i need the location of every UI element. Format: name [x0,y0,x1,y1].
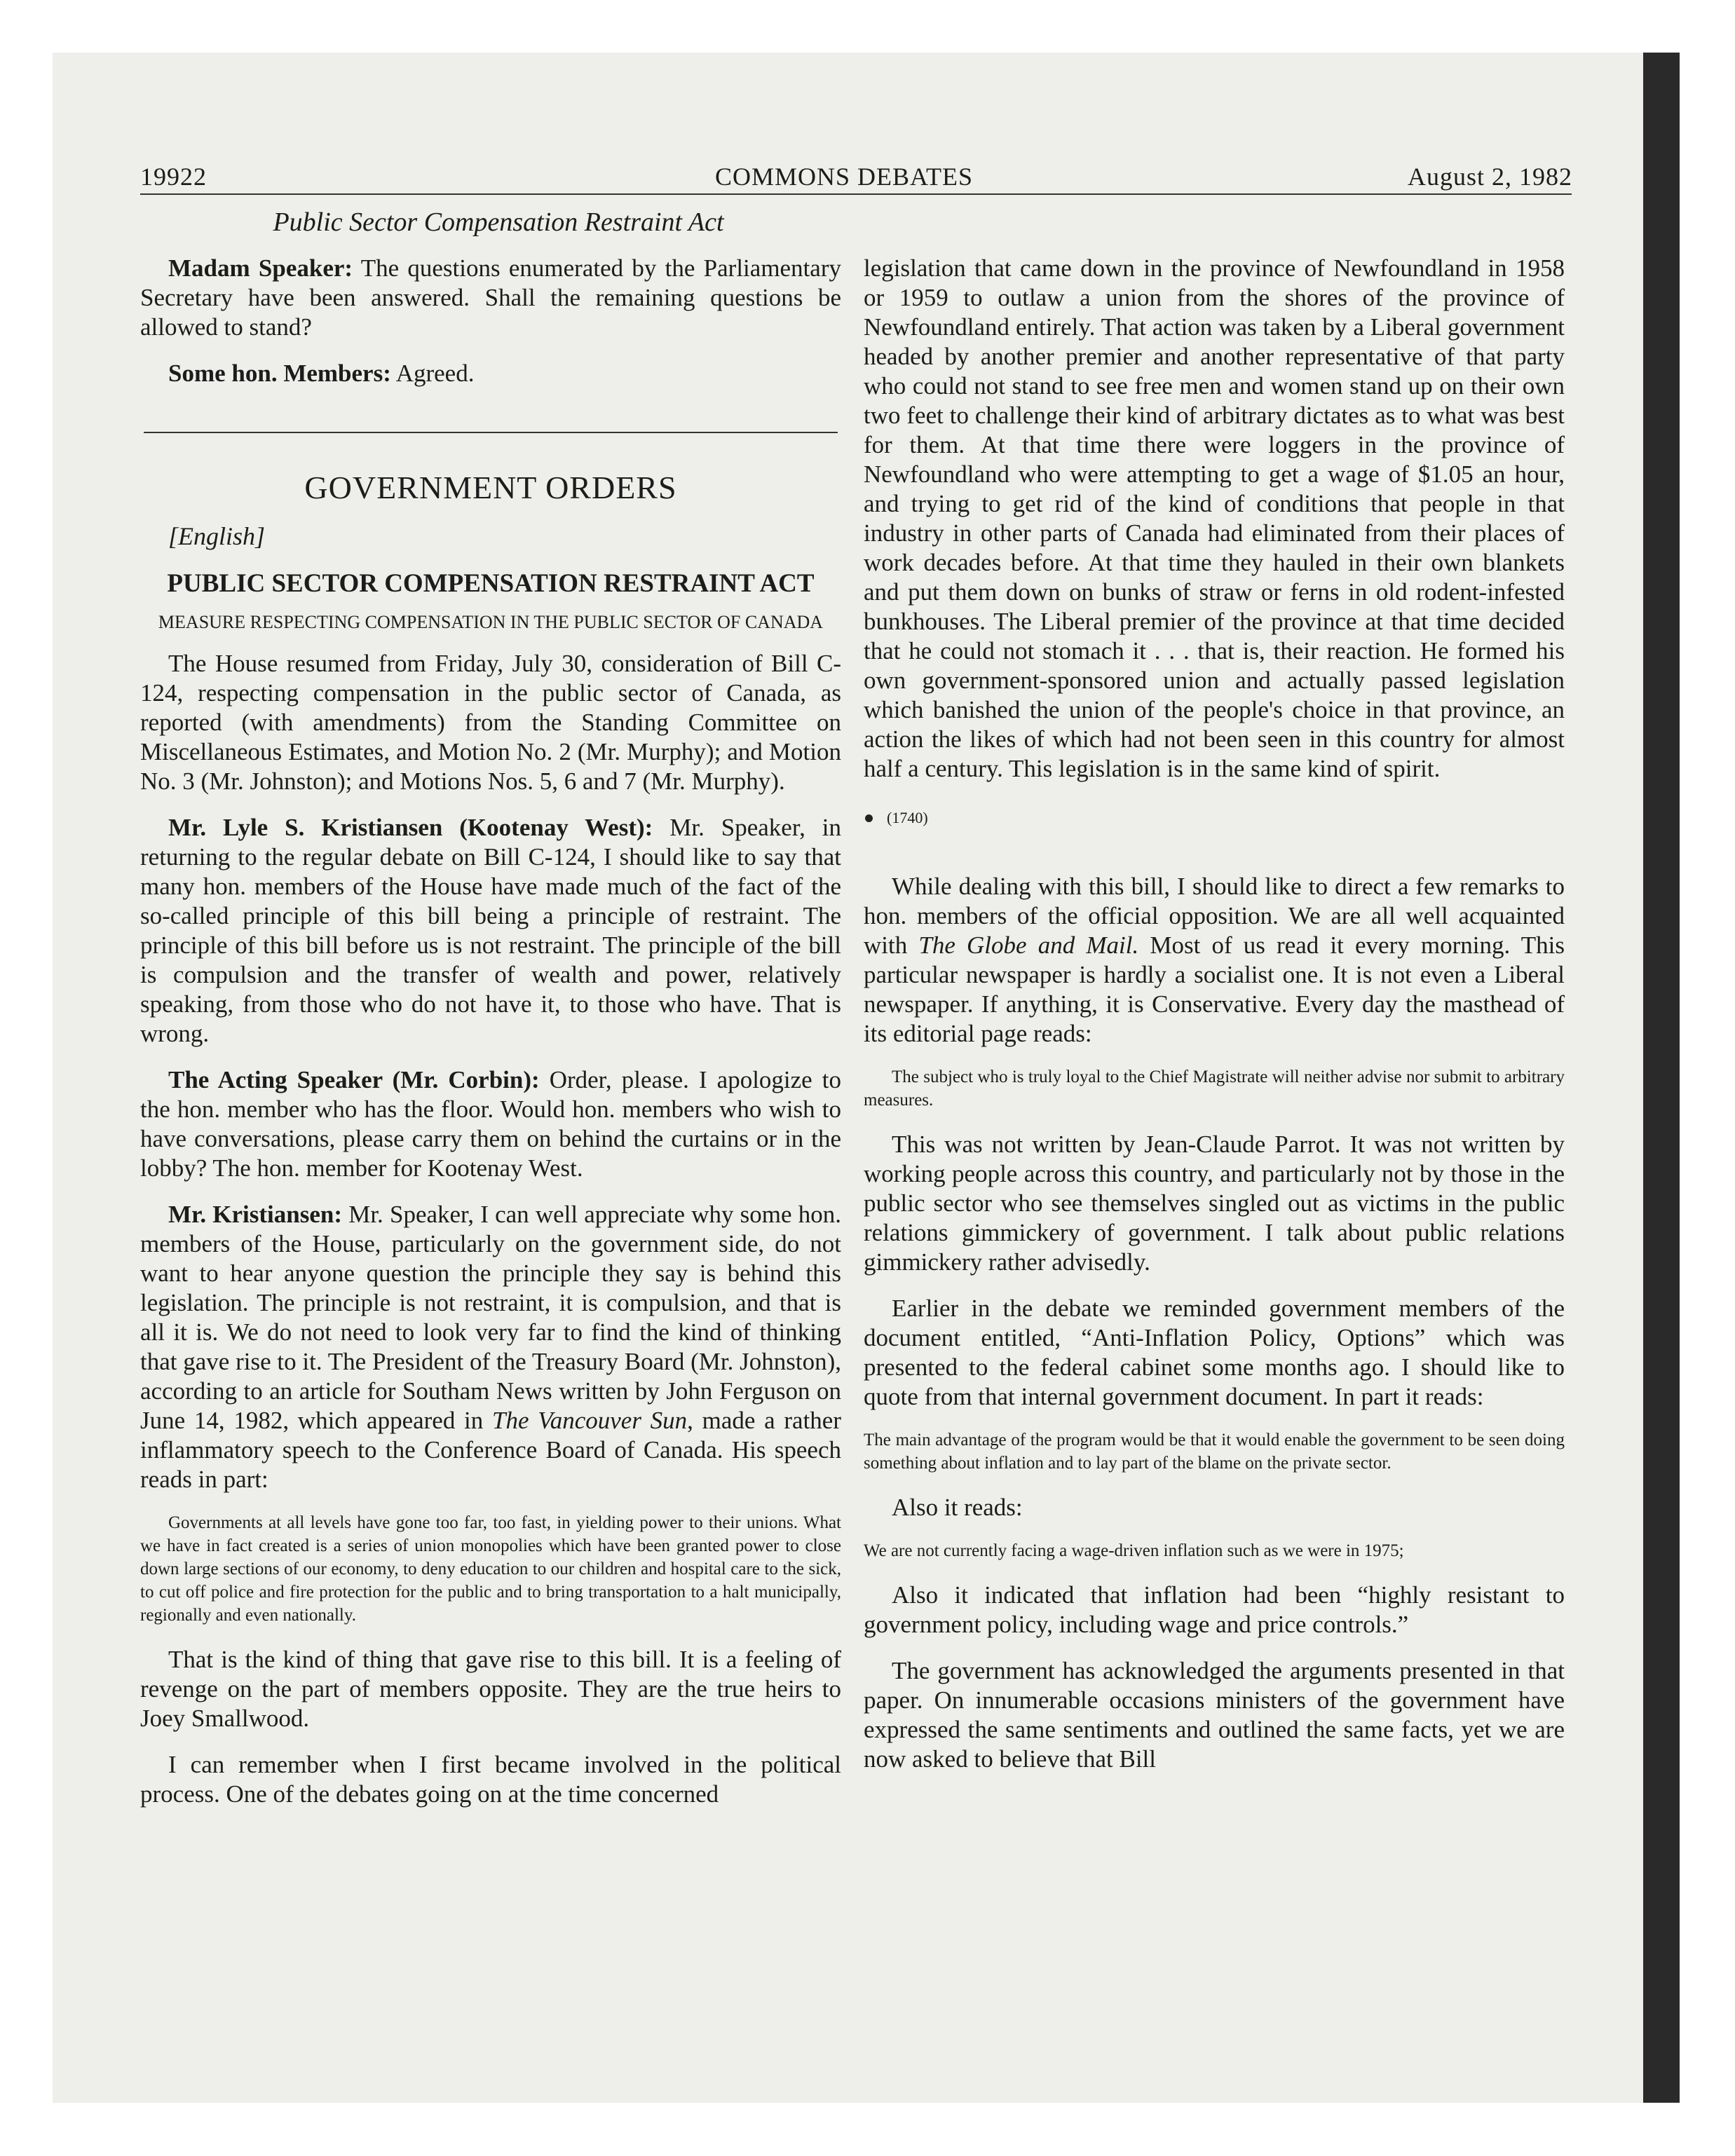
paragraph: The government has acknowledged the arguments presented in that paper. On innumerable occasions ministers of the government have expressed the same sentiments and outlined the same facts, yet we are now asked to believe that Bill [864,1657,1565,1773]
page-number: 19922 [140,163,207,191]
speech-text: Order, please. I apologize to the hon. member who has the floor. Would hon. members who wish to have conversations, please carry them on behind the curtains or in the lobby? The hon. member for Kootenay West. [140,1066,841,1182]
header-rule [140,193,1572,195]
timestamp [864,807,1565,828]
paragraph: This was not written by Jean-Claude Parrot. It was not written by working people across this country, and particularly not by those in the public sector who see themselves singled out as victims in the public relations gimmickery of government. I talk about public relations gimmickery rather advisedly. [864,1131,1565,1276]
paragraph: Earlier in the debate we reminded government members of the document entitled, “Anti-Inflation Policy, Options” which was presented to the federal cabinet some months ago. I should like to quote from that internal government document. In part it reads: [864,1295,1565,1410]
speaker-name: The Acting Speaker (Mr. Corbin): [168,1066,540,1093]
running-title: Public Sector Compensation Restraint Act [273,207,724,237]
paragraph [864,872,1565,1049]
publication-title: COMMONS DEBATES [715,163,974,191]
paragraph [140,1200,841,1494]
left-column [140,254,841,1826]
speech-text: Most of us read it every morning. This particular newspaper is hardly a socialist one. It is not even a Liberal newspaper. If anything, it is Conservative. Every day the masthead of its editorial page reads: [864,932,1565,1047]
binding-edge [1643,53,1680,2103]
paragraph: That is the kind of thing that gave rise to this bill. It is a feeling of revenge on the part of members opposite. They are the true heirs to Joey Smallwood. [140,1646,841,1732]
speaker-name: Some hon. Members: [168,360,391,387]
timestamp-text: (1740) [887,809,928,826]
speech-text: Agreed. [390,360,475,387]
paragraph: I can remember when I first became involved in the political process. One of the debates going on at the time concerned [140,1751,841,1808]
section-divider [144,432,838,433]
bullet-icon [865,814,873,822]
block-quote: The subject who is truly loyal to the Chief Magistrate will neither advise nor submit to arbitrary measures. [864,1067,1565,1110]
speaker-name: Mr. Kristiansen: [168,1201,343,1228]
block-quote: We are not currently facing a wage-driven inflation such as we were in 1975; [864,1541,1404,1560]
paragraph [140,813,841,1049]
right-column [864,254,1565,1791]
speech-text: , made a rather inflammatory speech to the Conference Board of Canada. His speech reads in part: [140,1407,841,1493]
speech-text: Mr. Speaker, I can well appreciate why some hon. members of the House, particularly on the government side, do not want to hear anyone question the principle they say is behind this legislation. The principle is not restraint, it is compulsion, and that is all it is. We do not need to look very far to find the kind of thinking that gave rise to it. The President of the Treasury Board (Mr. Johnston), according to an article for Southam News written by John Ferguson on June 14, 1982, which appeared in [140,1201,841,1434]
speech-text: The questions enumerated by the Parliamentary Secretary have been answered. Shall the remaining questions be allowed to stand? [140,254,841,341]
paragraph [140,1065,841,1183]
bill-title: PUBLIC SECTOR COMPENSATION RESTRAINT ACT [167,569,815,598]
speech-text: Mr. Speaker, in returning to the regular debate on Bill C-124, I should like to say that many hon. members of the House have made much of the fact of the so-called principle of this bill being a principle of restraint. The principle of this bill before us is not restraint. The principle of the bill is compulsion and the transfer of wealth and power, relatively speaking, from those who do not have it, to those who have. That is wrong. [140,814,841,1047]
speaker-name: Madam Speaker: [168,254,353,282]
speaker-name: Mr. Lyle S. Kristiansen (Kootenay West): [168,814,653,841]
publication-name: The Globe and Mail. [918,932,1139,959]
paragraph [140,359,841,388]
paragraph: Also it reads: [892,1494,1023,1521]
block-quote: Governments at all levels have gone too far, too fast, in yielding power to their unions. What we have in fact created is a series of union monopolies which have been granted power to close down large sections of our economy, to deny education to our children and hospital care to the sick, to cut off police and fire protection for the public and to bring transportation to a halt municipally, regionally and even nationally. [140,1513,841,1625]
speech-text: While dealing with this bill, I should like to direct a few remarks to hon. members of the official opposition. We are all well acquainted with [864,873,1565,959]
bill-subtitle: MEASURE RESPECTING COMPENSATION IN THE PUBLIC SECTOR OF CANADA [158,612,824,632]
paragraph: The House resumed from Friday, July 30, consideration of Bill C-124, respecting compensation in the public sector of Canada, as reported (with amendments) from the Standing Committee on Miscellaneous Estimates, and Motion No. 2 (Mr. Murphy); and Motion No. 3 (Mr. Johnston); and Motions Nos. 5, 6 and 7 (Mr. Murphy). [140,650,841,795]
paragraph [140,254,841,342]
block-quote: The main advantage of the program would be that it would enable the government to be seen doing something about inflation and to lay part of the blame on the private sector. [864,1431,1565,1473]
paragraph: legislation that came down in the province of Newfoundland in 1958 or 1959 to outlaw a union from the shores of the province of Newfoundland entirely. That action was taken by a Liberal government headed by another premier and another representative of that party who could not stand to see free men and women stand up on their own two feet to challenge their kind of arbitrary dictates as to what was best for them. At that time there were loggers in the province of Newfoundland who were attempting to get a wage of $1.05 an hour, and trying to get rid of the kind of conditions that people in that industry in other parts of Canada had eliminated from their places of work decades before. At that time they hauled in their own blankets and put them down on bunks of straw or ferns in old rodent-infested bunkhouses. The Liberal premier of the province at that time decided that he could not stomach it . . . that is, their reaction. He formed his own government-sponsored union and actually passed legislation which banished the union of the people's choice in that province, an action the likes of which had not been seen in this country for almost half a century. This legislation is in the same kind of spirit. [864,254,1565,782]
section-title: GOVERNMENT ORDERS [304,470,677,505]
publication-name: The Vancouver Sun [492,1407,688,1434]
page-date: August 2, 1982 [1407,163,1572,191]
paragraph: Also it indicated that inflation had been “highly resistant to government policy, including wage and price controls.” [864,1581,1565,1638]
language-marker: [English] [168,522,266,550]
